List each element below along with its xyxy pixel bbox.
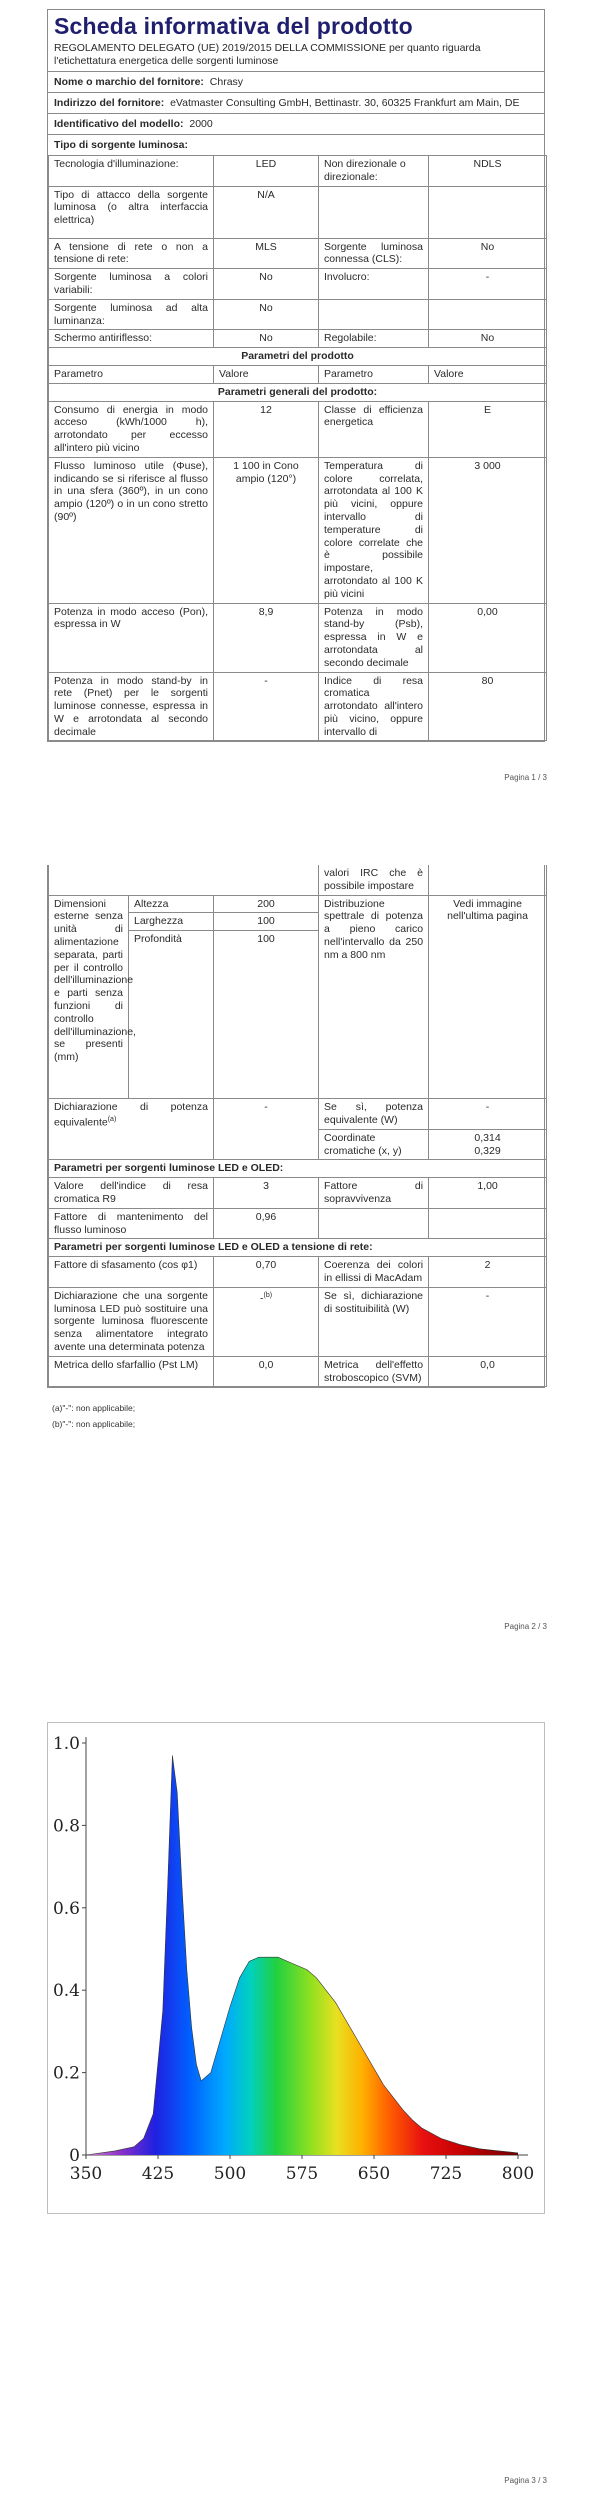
mains-params-header: Parametri per sorgenti luminose LED e OLED a tensione di rete: xyxy=(49,1239,547,1257)
cell-value: - xyxy=(429,1287,547,1356)
cell-value: No xyxy=(214,269,319,300)
led-params-header: Parametri per sorgenti luminose LED e OLED: xyxy=(49,1160,547,1178)
spectral-chart-svg xyxy=(48,1723,546,2215)
cell-label: Flusso luminoso utile (Φuse), indicando se si riferisce al flusso in una sfera (360º), in un cono ampio (120º) o in un cono stretto (90º) xyxy=(49,457,214,603)
table-row xyxy=(49,1178,547,1209)
cell-label: Non direzionale o direzionale: xyxy=(319,156,429,187)
cell-value: 2 xyxy=(429,1257,547,1288)
regulation-text: REGOLAMENTO DELEGATO (UE) 2019/2015 DELLA COMMISSIONE per quanto riguarda l'etichettatura energetica delle sorgenti luminose xyxy=(48,42,544,72)
cell-label: Classe di efficienza energetica xyxy=(319,401,429,457)
supplier-label: Nome o marchio del fornitore: xyxy=(54,76,204,88)
cell-value: -$^{(b)}$ xyxy=(214,1287,319,1356)
table-row xyxy=(49,672,547,741)
table-row xyxy=(49,457,547,603)
y-tick-label: 0.6 xyxy=(52,1898,80,1919)
cell-value: 3 000 xyxy=(429,457,547,603)
column-header: Parametro xyxy=(49,365,214,383)
cell-value xyxy=(429,1208,547,1239)
table-row xyxy=(49,238,547,269)
page-number: Pagina 3 / 3 xyxy=(504,2476,547,2485)
x-tick-label: 575 xyxy=(285,2164,319,2184)
x-tick-label: 425 xyxy=(141,2164,175,2184)
cell-value: 0,0 xyxy=(214,1356,319,1387)
chart-area xyxy=(86,1755,518,2155)
y-tick-label: 1.0 xyxy=(52,1734,80,1754)
footnote-ref: (a) xyxy=(107,1115,117,1123)
section-header-row xyxy=(49,383,547,401)
dim-name: Altezza xyxy=(129,895,214,913)
cell-value: No xyxy=(429,238,547,269)
cell-label: Metrica dello sfarfallio (Pst LM) xyxy=(49,1356,214,1387)
chroma-value: 0,314 0,329 xyxy=(429,1129,547,1160)
dim-value: 100 xyxy=(214,913,319,931)
table-row xyxy=(49,1257,547,1288)
table-row xyxy=(49,401,547,457)
model-row xyxy=(48,114,544,135)
page-title: Scheda informativa del prodotto xyxy=(54,13,413,39)
column-header-row xyxy=(49,365,547,383)
footnotes xyxy=(50,1400,135,1432)
cell-value: 0,0 xyxy=(429,1356,547,1387)
product-sheet-frame-continued xyxy=(47,865,545,1388)
column-header: Valore xyxy=(429,365,547,383)
cell-value: - xyxy=(214,672,319,741)
cell-label: Potenza in modo acceso (Pon), espressa in W xyxy=(49,603,214,672)
model-value: 2000 xyxy=(189,118,213,130)
cell-value: 0,96 xyxy=(214,1208,319,1239)
cell-label: Fattore di mantenimento del flusso luminoso xyxy=(49,1208,214,1239)
cell-label: Tipo di attacco della sorgente luminosa (o altra interfaccia elettrica) xyxy=(49,186,214,238)
table-row xyxy=(49,1356,547,1387)
chroma-label: Coordinate cromatiche (x, y) xyxy=(319,1129,429,1160)
cell-label: Valore dell'indice di resa cromatica R9 xyxy=(49,1178,214,1209)
equiv-value: - xyxy=(214,1099,319,1160)
general-params-header: Parametri generali del prodotto: xyxy=(49,383,547,401)
params-header: Parametri del prodotto xyxy=(49,348,547,366)
y-tick-label: 0.2 xyxy=(52,2063,80,2084)
cell-value: 1,00 xyxy=(429,1178,547,1209)
cell-label xyxy=(319,186,429,238)
cell-label xyxy=(319,299,429,330)
cell-label: Coerenza dei colori in ellissi di MacAdam xyxy=(319,1257,429,1288)
table-row xyxy=(49,865,547,895)
cell-value: 3 xyxy=(214,1178,319,1209)
cell-value: N/A xyxy=(214,186,319,238)
cell-value: 8,9 xyxy=(214,603,319,672)
section-header-row xyxy=(49,1160,547,1178)
cell-label: Tecnologia d'illuminazione: xyxy=(49,156,214,187)
y-tick-label: 0.8 xyxy=(52,1816,80,1837)
cell-label xyxy=(319,1208,429,1239)
address-value: eVatmaster Consulting GmbH, Bettinastr. 30, 60325 Frankfurt am Main, DE xyxy=(170,97,520,109)
cell-label: Regolabile: xyxy=(319,330,429,348)
cell-value: NDLS xyxy=(429,156,547,187)
page-number: Pagina 1 / 3 xyxy=(504,773,547,782)
page-number: Pagina 2 / 3 xyxy=(504,1622,547,1631)
y-tick-label: 0.4 xyxy=(52,1981,80,2002)
spectrum-area xyxy=(86,1755,518,2155)
dim-value: 200 xyxy=(214,895,319,913)
cell-label: Indice di resa cromatica arrotondato all'intero più vicino, oppure intervallo di xyxy=(319,672,429,741)
cell-value: MLS xyxy=(214,238,319,269)
cell-label: A tensione di rete o non a tensione di rete: xyxy=(49,238,214,269)
supplier-value: Chrasy xyxy=(209,76,244,88)
model-label: Identificativo del modello: xyxy=(54,118,184,130)
column-header: Parametro xyxy=(319,365,429,383)
footnote-b: (b)"-": non applicabile; xyxy=(52,1419,136,1429)
cell-value: 1 100 in Cono ampio (120°) xyxy=(214,457,319,603)
table-row xyxy=(49,269,547,300)
product-sheet-frame xyxy=(47,9,545,742)
y-tick-label: 0 xyxy=(69,2146,80,2166)
address-label: Indirizzo del fornitore: xyxy=(54,97,165,109)
cell-label: Fattore di sfasamento (cos φ1) xyxy=(49,1257,214,1288)
type-table xyxy=(48,155,547,741)
supplier-row xyxy=(48,72,544,93)
cell-label: Consumo di energia in modo acceso (kWh/1000 h), arrotondato per eccesso all'intero più vicino xyxy=(49,401,214,457)
table-row xyxy=(49,156,547,187)
cell-value: 0,70 xyxy=(214,1257,319,1288)
table-row xyxy=(49,895,547,913)
cell-value: No xyxy=(214,330,319,348)
cell-label: Se sì, dichiarazione di sostituibilità (W) xyxy=(319,1287,429,1356)
page-1 xyxy=(0,0,591,820)
section-header-row xyxy=(49,1239,547,1257)
table-row xyxy=(49,1099,547,1130)
cell-label: Temperatura di colore correlata, arrotondata al 100 K più vicini, oppure intervallo di temperature di colore correlate che è possibile impostare, arrotondato al 100 K più vicini xyxy=(319,457,429,603)
table-row xyxy=(49,1287,547,1356)
cell-label: Sorgente luminosa a colori variabili: xyxy=(49,269,214,300)
equiv-label: Dichiarazione di potenza equivalente$^{(a)}$ xyxy=(49,1099,214,1160)
cell-label: Sorgente luminosa ad alta luminanza: xyxy=(49,299,214,330)
section-header-row xyxy=(49,348,547,366)
cell-value: 12 xyxy=(214,401,319,457)
dims-label: Dimensioni esterne senza unità di alimentazione separata, parti per il controllo dell'illuminazione e parti senza funzioni di controllo dell'illuminazione, se presenti (mm) xyxy=(49,895,129,1099)
cell-value xyxy=(429,186,547,238)
dist-label: Distribuzione spettrale di potenza a pieno carico nell'intervallo da 250 nm a 800 nm xyxy=(319,895,429,1099)
x-tick-label: 725 xyxy=(429,2164,463,2184)
address-row xyxy=(48,93,544,114)
dist-value: Vedi immagine nell'ultima pagina xyxy=(429,895,547,1099)
cell-value: No xyxy=(429,330,547,348)
dim-name: Profondità xyxy=(129,931,214,1099)
page-2 xyxy=(0,860,591,1680)
x-tick-label: 650 xyxy=(357,2164,391,2184)
table-row xyxy=(49,330,547,348)
cell-value: E xyxy=(429,401,547,457)
footnote-ref: (b) xyxy=(263,1291,273,1299)
cell-value xyxy=(429,299,547,330)
type-header: Tipo di sorgente luminosa: xyxy=(54,139,188,151)
equiv-w-label: Se sì, potenza equivalente (W) xyxy=(319,1099,429,1130)
table-row xyxy=(49,186,547,238)
cell-value: 80 xyxy=(429,672,547,741)
cell-label: Sorgente luminosa connessa (CLS): xyxy=(319,238,429,269)
cell-label: Potenza in modo stand-by in rete (Pnet) per le sorgenti luminose connesse, espressa in W e arrotondata al secondo decimale xyxy=(49,672,214,741)
continued-table xyxy=(48,865,547,1387)
cell-value: LED xyxy=(214,156,319,187)
cell-label: Schermo antiriflesso: xyxy=(49,330,214,348)
spectral-chart xyxy=(47,1722,545,2214)
equiv-w-value: - xyxy=(429,1099,547,1130)
cell-value: - xyxy=(429,269,547,300)
x-tick-label: 800 xyxy=(501,2164,535,2184)
table-row xyxy=(49,603,547,672)
cell-value: 0,00 xyxy=(429,603,547,672)
cell-label: Potenza in modo stand-by (Psb), espressa in W e arrotondata al secondo decimale xyxy=(319,603,429,672)
table-row xyxy=(49,299,547,330)
cell-label: valori IRC che è possibile impostare xyxy=(319,865,429,895)
cell-label: Metrica dell'effetto stroboscopico (SVM) xyxy=(319,1356,429,1387)
footnote-a: (a)"-": non applicabile; xyxy=(52,1403,136,1413)
cell-label: Fattore di sopravvivenza xyxy=(319,1178,429,1209)
cell-label: Involucro: xyxy=(319,269,429,300)
cell-value: No xyxy=(214,299,319,330)
x-tick-label: 350 xyxy=(69,2164,103,2184)
cell-label: Dichiarazione che una sorgente luminosa LED può sostituire una sorgente luminosa fluorescente senza alimentatore integrato avente una determinata potenza xyxy=(49,1287,214,1356)
table-row xyxy=(49,1208,547,1239)
dim-value: 100 xyxy=(214,931,319,1099)
column-header: Valore xyxy=(214,365,319,383)
x-tick-label: 500 xyxy=(213,2164,247,2184)
dim-name: Larghezza xyxy=(129,913,214,931)
